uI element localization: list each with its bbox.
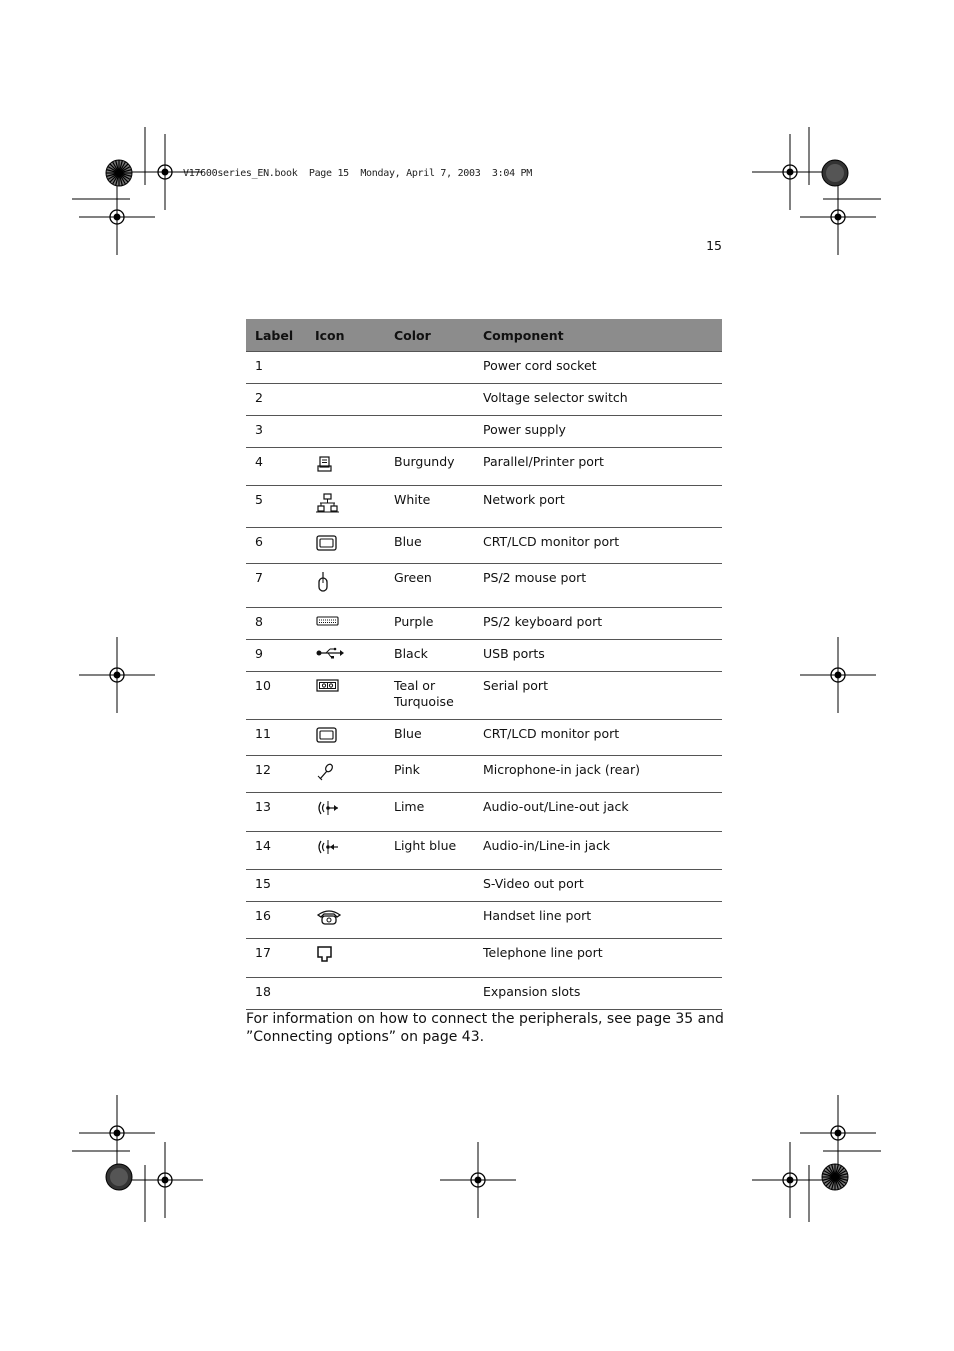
row-color bbox=[385, 416, 474, 448]
row-icon-cell bbox=[306, 564, 385, 608]
monitor-icon bbox=[315, 726, 385, 744]
row-component: CRT/LCD monitor port bbox=[474, 528, 722, 564]
row-label: 8 bbox=[246, 608, 306, 640]
table-row bbox=[246, 978, 722, 1010]
row-color: Blue bbox=[385, 528, 474, 564]
row-component: Audio-in/Line-in jack bbox=[474, 832, 722, 870]
row-label: 6 bbox=[246, 528, 306, 564]
row-label: 13 bbox=[246, 793, 306, 832]
ports-table bbox=[246, 319, 722, 1010]
printer-icon bbox=[315, 454, 385, 474]
row-label: 14 bbox=[246, 832, 306, 870]
registration-mark-icon bbox=[79, 637, 155, 713]
row-label: 2 bbox=[246, 384, 306, 416]
row-component: PS/2 keyboard port bbox=[474, 608, 722, 640]
network-icon bbox=[315, 492, 385, 514]
row-icon-cell bbox=[306, 720, 385, 756]
row-icon-cell bbox=[306, 486, 385, 528]
book-header-line: V17600series_EN.book Page 15 Monday, April 7, 2003 3:04 PM bbox=[183, 168, 532, 179]
row-color: Light blue bbox=[385, 832, 474, 870]
row-color bbox=[385, 902, 474, 939]
row-icon-cell bbox=[306, 384, 385, 416]
row-component: Microphone-in jack (rear) bbox=[474, 756, 722, 793]
row-color bbox=[385, 939, 474, 978]
row-color: Green bbox=[385, 564, 474, 608]
row-component: Power cord socket bbox=[474, 352, 722, 384]
registration-mark-icon bbox=[79, 1095, 155, 1171]
table-row bbox=[246, 939, 722, 978]
header-label: Label bbox=[246, 319, 306, 352]
row-color: Lime bbox=[385, 793, 474, 832]
row-label: 18 bbox=[246, 978, 306, 1010]
usb-icon bbox=[315, 646, 385, 660]
audio-out-icon bbox=[315, 799, 385, 817]
row-label: 3 bbox=[246, 416, 306, 448]
row-color bbox=[385, 384, 474, 416]
row-icon-cell bbox=[306, 352, 385, 384]
row-icon-cell bbox=[306, 448, 385, 486]
table-row bbox=[246, 793, 722, 832]
row-icon-cell bbox=[306, 793, 385, 832]
row-label: 1 bbox=[246, 352, 306, 384]
table-row bbox=[246, 564, 722, 608]
row-label: 17 bbox=[246, 939, 306, 978]
row-label: 4 bbox=[246, 448, 306, 486]
row-component: PS/2 mouse port bbox=[474, 564, 722, 608]
row-label: 12 bbox=[246, 756, 306, 793]
row-color bbox=[385, 352, 474, 384]
table-header-row bbox=[246, 319, 722, 352]
registration-mark-icon bbox=[800, 1095, 876, 1171]
row-color: Blue bbox=[385, 720, 474, 756]
row-component: Handset line port bbox=[474, 902, 722, 939]
table-row bbox=[246, 416, 722, 448]
table-row bbox=[246, 352, 722, 384]
footer-note: For information on how to connect the peripherals, see page 35 and ”Connecting options” on page 43. bbox=[246, 1011, 724, 1045]
row-label: 10 bbox=[246, 672, 306, 720]
registration-mark-icon bbox=[127, 1142, 203, 1218]
registration-mark-icon bbox=[800, 637, 876, 713]
registration-mark-icon bbox=[752, 1142, 828, 1218]
row-component: Audio-out/Line-out jack bbox=[474, 793, 722, 832]
registration-mark-icon bbox=[79, 179, 155, 255]
color-target-icon bbox=[822, 1164, 848, 1190]
table-row bbox=[246, 720, 722, 756]
row-color: Black bbox=[385, 640, 474, 672]
row-label: 5 bbox=[246, 486, 306, 528]
row-component: Telephone line port bbox=[474, 939, 722, 978]
row-icon-cell bbox=[306, 640, 385, 672]
registration-mark-icon bbox=[800, 179, 876, 255]
row-icon-cell bbox=[306, 672, 385, 720]
table-row bbox=[246, 608, 722, 640]
row-icon-cell bbox=[306, 870, 385, 902]
mouse-icon bbox=[315, 570, 385, 594]
row-component: Parallel/Printer port bbox=[474, 448, 722, 486]
row-label: 11 bbox=[246, 720, 306, 756]
row-component: Serial port bbox=[474, 672, 722, 720]
row-color: Burgundy bbox=[385, 448, 474, 486]
row-component: Voltage selector switch bbox=[474, 384, 722, 416]
row-label: 9 bbox=[246, 640, 306, 672]
row-component: USB ports bbox=[474, 640, 722, 672]
header-color: Color bbox=[385, 319, 474, 352]
row-label: 15 bbox=[246, 870, 306, 902]
microphone-icon bbox=[315, 762, 385, 782]
registration-mark-icon bbox=[440, 1142, 516, 1218]
audio-in-icon bbox=[315, 838, 385, 856]
row-component: Expansion slots bbox=[474, 978, 722, 1010]
row-component: Network port bbox=[474, 486, 722, 528]
row-component: CRT/LCD monitor port bbox=[474, 720, 722, 756]
table-row bbox=[246, 832, 722, 870]
row-icon-cell bbox=[306, 416, 385, 448]
table-row bbox=[246, 384, 722, 416]
row-component: S-Video out port bbox=[474, 870, 722, 902]
page-number: 15 bbox=[706, 238, 722, 253]
table-row bbox=[246, 756, 722, 793]
table-row bbox=[246, 486, 722, 528]
table-row bbox=[246, 870, 722, 902]
table-row bbox=[246, 902, 722, 939]
row-color: Pink bbox=[385, 756, 474, 793]
row-label: 16 bbox=[246, 902, 306, 939]
row-component: Power supply bbox=[474, 416, 722, 448]
row-color: Purple bbox=[385, 608, 474, 640]
row-icon-cell bbox=[306, 832, 385, 870]
row-color bbox=[385, 870, 474, 902]
header-component: Component bbox=[474, 319, 722, 352]
row-color: Teal or Turquoise bbox=[385, 672, 474, 720]
handset-icon bbox=[315, 908, 385, 926]
row-icon-cell bbox=[306, 902, 385, 939]
row-icon-cell bbox=[306, 756, 385, 793]
telephone-line-icon bbox=[315, 945, 385, 965]
table-row bbox=[246, 528, 722, 564]
table-row bbox=[246, 448, 722, 486]
row-label: 7 bbox=[246, 564, 306, 608]
header-icon: Icon bbox=[306, 319, 385, 352]
monitor-icon bbox=[315, 534, 385, 552]
table-row bbox=[246, 640, 722, 672]
row-icon-cell bbox=[306, 939, 385, 978]
row-icon-cell bbox=[306, 978, 385, 1010]
row-icon-cell bbox=[306, 528, 385, 564]
table-row bbox=[246, 672, 722, 720]
keyboard-icon bbox=[315, 614, 385, 628]
serial-icon bbox=[315, 678, 385, 694]
row-color: White bbox=[385, 486, 474, 528]
registration-mark-icon bbox=[752, 134, 828, 210]
row-icon-cell bbox=[306, 608, 385, 640]
color-target-icon bbox=[106, 1164, 132, 1190]
color-target-icon bbox=[822, 160, 848, 186]
color-target-icon bbox=[106, 160, 132, 186]
row-color bbox=[385, 978, 474, 1010]
